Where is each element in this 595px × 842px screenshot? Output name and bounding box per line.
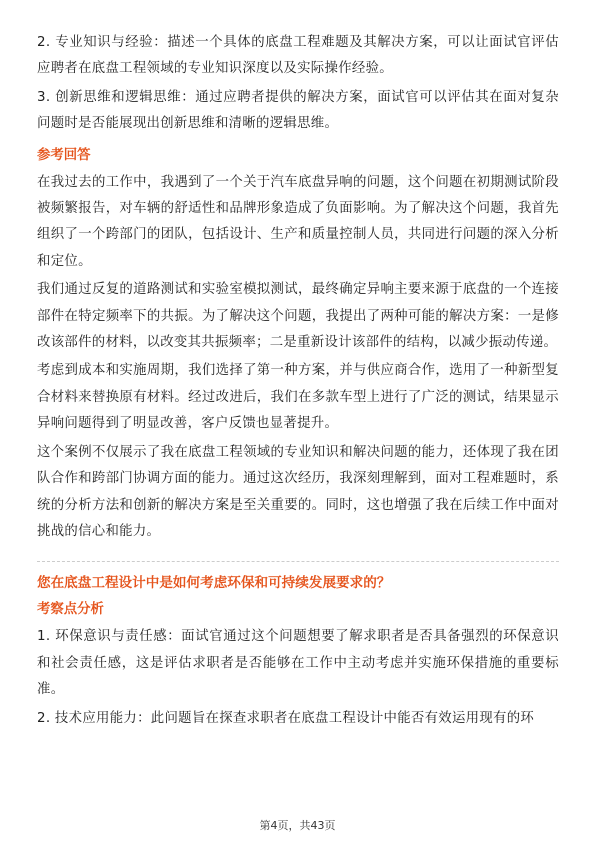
reference-answer-heading: 参考回答 bbox=[37, 147, 91, 163]
interview-question-title: 您在底盘工程设计中是如何考虑环保和可持续发展要求的？ bbox=[37, 575, 391, 592]
answer-paragraph-4: 这个案例不仅展示了我在底盘工程领域的专业知识和解决问题的能力，还体现了我在团队合作和跨部门协调方面的能力。通过这次经历，我深刻理解到，面对工程难题时，系统的分析方法和创新的解决方案是至关重要的。同时，这也增强了我在后续工作中面对挑战的信心和能力。 bbox=[37, 444, 559, 539]
analysis-point-2: 2. 技术应用能力：此问题旨在探查求职者在底盘工程设计中能否有效运用现有的环 bbox=[37, 710, 535, 726]
section-divider bbox=[37, 561, 559, 562]
answer-paragraph-1: 在我过去的工作中，我遇到了一个关于汽车底盘异响的问题，这个问题在初期测试阶段被频繁报告，对车辆的舒适性和品牌形象造成了负面影响。为了解决这个问题，我首先组织了一个跨部门的团队，包括设计、生产和质量控制人员，共同进行问题的深入分析和定位。 bbox=[37, 174, 559, 269]
answer-paragraph-2: 我们通过反复的道路测试和实验室模拟测试，最终确定异响主要来源于底盘的一个连接部件在特定频率下的共振。为了解决这个问题，我提出了两种可能的解决方案：一是修改该部件的材料，以改变其共振频率；二是重新设计该部件的结构，以减少振动传递。 bbox=[37, 282, 559, 351]
answer-paragraph-3: 考虑到成本和实施周期，我们选择了第一种方案，并与供应商合作，选用了一种新型复合材料来替换原有材料。经过改进后，我们在多款车型上进行了广泛的测试，结果显示异响问题得到了明显改善，客户反馈也显著提升。 bbox=[37, 363, 559, 432]
analysis-heading: 考察点分析 bbox=[37, 602, 104, 618]
document-page bbox=[37, 30, 559, 734]
evaluation-point-2: 2. 专业知识与经验：描述一个具体的底盘工程难题及其解决方案，可以让面试官评估应聘者在底盘工程领域的专业知识深度以及实际操作经验。 bbox=[37, 35, 559, 77]
page-number-footer: 第4页，共43页 bbox=[259, 819, 336, 832]
evaluation-point-3: 3. 创新思维和逻辑思维：通过应聘者提供的解决方案，面试官可以评估其在面对复杂问题时是否能展现出创新思维和清晰的逻辑思维。 bbox=[37, 89, 559, 132]
analysis-point-1: 1. 环保意识与责任感：面试官通过这个问题想要了解求职者是否具备强烈的环保意识和社会责任感，这是评估求职者是否能够在工作中主动考虑并实施环保措施的重要标准。 bbox=[37, 629, 559, 698]
